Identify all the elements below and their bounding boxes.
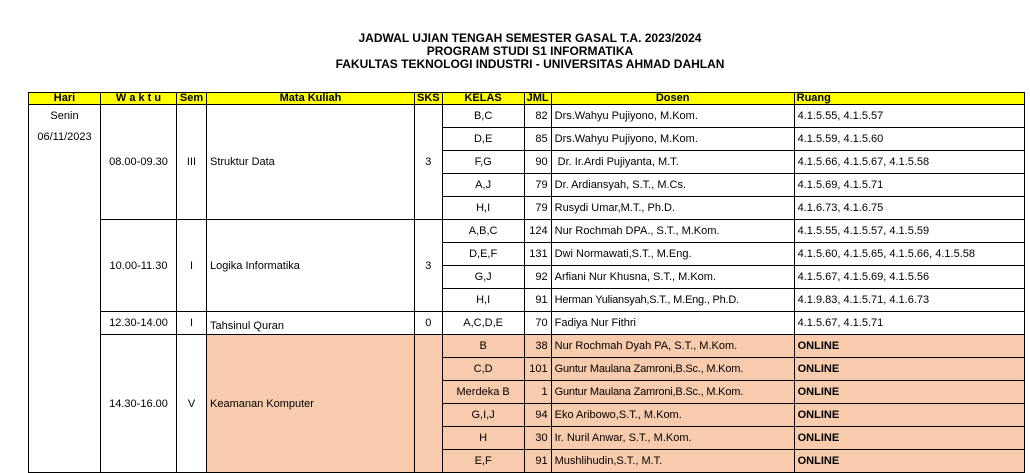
table-row: [29, 105, 1025, 128]
title-line-3: FAKULTAS TEKNOLOGI INDUSTRI - UNIVERSITAS AHMAD DAHLAN: [335, 57, 725, 71]
sem-cell: III: [177, 105, 207, 220]
header-mata-kuliah: Mata Kuliah: [207, 93, 415, 105]
header-sem: Sem: [177, 93, 207, 105]
sks-cell: 3: [415, 220, 443, 312]
ruang-cell: ONLINE: [794, 404, 1024, 427]
title-line-2: PROGRAM STUDI S1 INFORMATIKA: [426, 44, 634, 58]
ruang-cell: 4.1.5.55, 4.1.5.57: [794, 105, 1024, 128]
kelas-cell: A,J: [442, 174, 524, 197]
header-dosen: Dosen: [551, 93, 794, 105]
waktu-cell: 12.30-14.00: [101, 312, 177, 335]
ruang-cell: 4.1.5.60, 4.1.5.65, 4.1.5.66, 4.1.5.58: [794, 243, 1024, 266]
header-jml: JML: [524, 93, 551, 105]
header-hari: Hari: [29, 93, 101, 105]
dosen-cell: Nur Rochmah Dyah PA, S.T., M.Kom.: [551, 335, 794, 358]
header-ruang: Ruang: [794, 93, 1024, 105]
jml-cell: 79: [524, 174, 551, 197]
kelas-cell: G,I,J: [442, 404, 524, 427]
table-row: [29, 312, 1025, 335]
waktu-cell: 10.00-11.30: [101, 220, 177, 312]
dosen-cell: Guntur Maulana Zamroni,B.Sc., M.Kom.: [551, 358, 794, 381]
dosen-cell: Arfiani Nur Khusna, S.T., M.Kom.: [551, 266, 794, 289]
dosen-cell: Dr. Ir.Ardi Pujiyanta, M.T.: [551, 151, 794, 174]
sem-cell: V: [177, 335, 207, 473]
kelas-cell: H,I: [442, 289, 524, 312]
kelas-cell: G,J: [442, 266, 524, 289]
ruang-cell: 4.1.5.55, 4.1.5.57, 4.1.5.59: [794, 220, 1024, 243]
kelas-cell: B: [442, 335, 524, 358]
jml-cell: 131: [524, 243, 551, 266]
title-line-1: JADWAL UJIAN TENGAH SEMESTER GASAL T.A. 2023/2024: [358, 31, 702, 45]
jml-cell: 30: [524, 427, 551, 450]
jml-cell: 79: [524, 197, 551, 220]
kelas-cell: H: [442, 427, 524, 450]
dosen-cell: Eko Aribowo,S.T., M.Kom.: [551, 404, 794, 427]
jml-cell: 124: [524, 220, 551, 243]
header-kelas: KELAS: [442, 93, 524, 105]
ruang-cell: ONLINE: [794, 358, 1024, 381]
sks-cell: 3: [415, 105, 443, 220]
sem-cell: I: [177, 220, 207, 312]
ruang-cell: 4.1.9.83, 4.1.5.71, 4.1.6.73: [794, 289, 1024, 312]
jml-cell: 38: [524, 335, 551, 358]
jml-cell: 92: [524, 266, 551, 289]
dosen-cell: Fadiya Nur Fithri: [551, 312, 794, 335]
kelas-cell: D,E,F: [442, 243, 524, 266]
ruang-cell: 4.1.5.69, 4.1.5.71: [794, 174, 1024, 197]
kelas-cell: Merdeka B: [442, 381, 524, 404]
ruang-cell: 4.1.5.59, 4.1.5.60: [794, 128, 1024, 151]
mata-kuliah-cell: Keamanan Komputer: [207, 335, 415, 473]
ruang-cell: ONLINE: [794, 381, 1024, 404]
dosen-cell: Rusydi Umar,M.T., Ph.D.: [551, 197, 794, 220]
kelas-cell: H,I: [442, 197, 524, 220]
header-row: [29, 93, 1025, 105]
dosen-cell: Drs.Wahyu Pujiyono, M.Kom.: [551, 105, 794, 128]
dosen-cell: Drs.Wahyu Pujiyono, M.Kom.: [551, 128, 794, 151]
kelas-cell: B,C: [442, 105, 524, 128]
day-date: 06/11/2023: [37, 131, 92, 143]
jml-cell: 70: [524, 312, 551, 335]
day-cell: [29, 105, 101, 473]
ruang-cell: 4.1.5.67, 4.1.5.71: [794, 312, 1024, 335]
kelas-cell: E,F: [442, 450, 524, 473]
document-title: [0, 32, 1030, 71]
kelas-cell: A,C,D,E: [442, 312, 524, 335]
jml-cell: 94: [524, 404, 551, 427]
dosen-cell: Dwi Normawati,S.T., M.Eng.: [551, 243, 794, 266]
dosen-cell: Dr. Ardiansyah, S.T., M.Cs.: [551, 174, 794, 197]
jml-cell: 91: [524, 289, 551, 312]
sks-cell: [415, 335, 443, 473]
jml-cell: 1: [524, 381, 551, 404]
jml-cell: 91: [524, 450, 551, 473]
dosen-cell: Guntur Maulana Zamroni,B.Sc., M.Kom.: [551, 381, 794, 404]
schedule-table: [28, 92, 1025, 473]
header-sks: SKS: [415, 93, 443, 105]
ruang-cell: 4.1.5.67, 4.1.5.69, 4.1.5.56: [794, 266, 1024, 289]
dosen-cell: Nur Rochmah DPA., S.T., M.Kom.: [551, 220, 794, 243]
dosen-cell: Mushlihudin,S.T., M.T.: [551, 450, 794, 473]
jml-cell: 101: [524, 358, 551, 381]
waktu-cell: 08.00-09.30: [101, 105, 177, 220]
ruang-cell: 4.1.5.66, 4.1.5.67, 4.1.5.58: [794, 151, 1024, 174]
mata-kuliah-cell: Struktur Data: [207, 105, 415, 220]
kelas-cell: A,B,C: [442, 220, 524, 243]
kelas-cell: C,D: [442, 358, 524, 381]
dosen-cell: Herman Yuliansyah,S.T., M.Eng., Ph.D.: [551, 289, 794, 312]
table-row: [29, 220, 1025, 243]
kelas-cell: F,G: [442, 151, 524, 174]
ruang-cell: ONLINE: [794, 450, 1024, 473]
day-name: Senin: [50, 110, 79, 122]
ruang-cell: 4.1.6.73, 4.1.6.75: [794, 197, 1024, 220]
ruang-cell: ONLINE: [794, 335, 1024, 358]
kelas-cell: D,E: [442, 128, 524, 151]
jml-cell: 85: [524, 128, 551, 151]
dosen-cell: Ir. Nuril Anwar, S.T., M.Kom.: [551, 427, 794, 450]
jml-cell: 82: [524, 105, 551, 128]
table-row: [29, 335, 1025, 358]
mata-kuliah-cell: Logika Informatika: [207, 220, 415, 312]
jml-cell: 90: [524, 151, 551, 174]
ruang-cell: ONLINE: [794, 427, 1024, 450]
header-waktu: W a k t u: [101, 93, 177, 105]
sem-cell: I: [177, 312, 207, 335]
mata-kuliah-cell: Tahsinul Quran: [207, 312, 415, 335]
waktu-cell: 14.30-16.00: [101, 335, 177, 473]
sks-cell: 0: [415, 312, 443, 335]
